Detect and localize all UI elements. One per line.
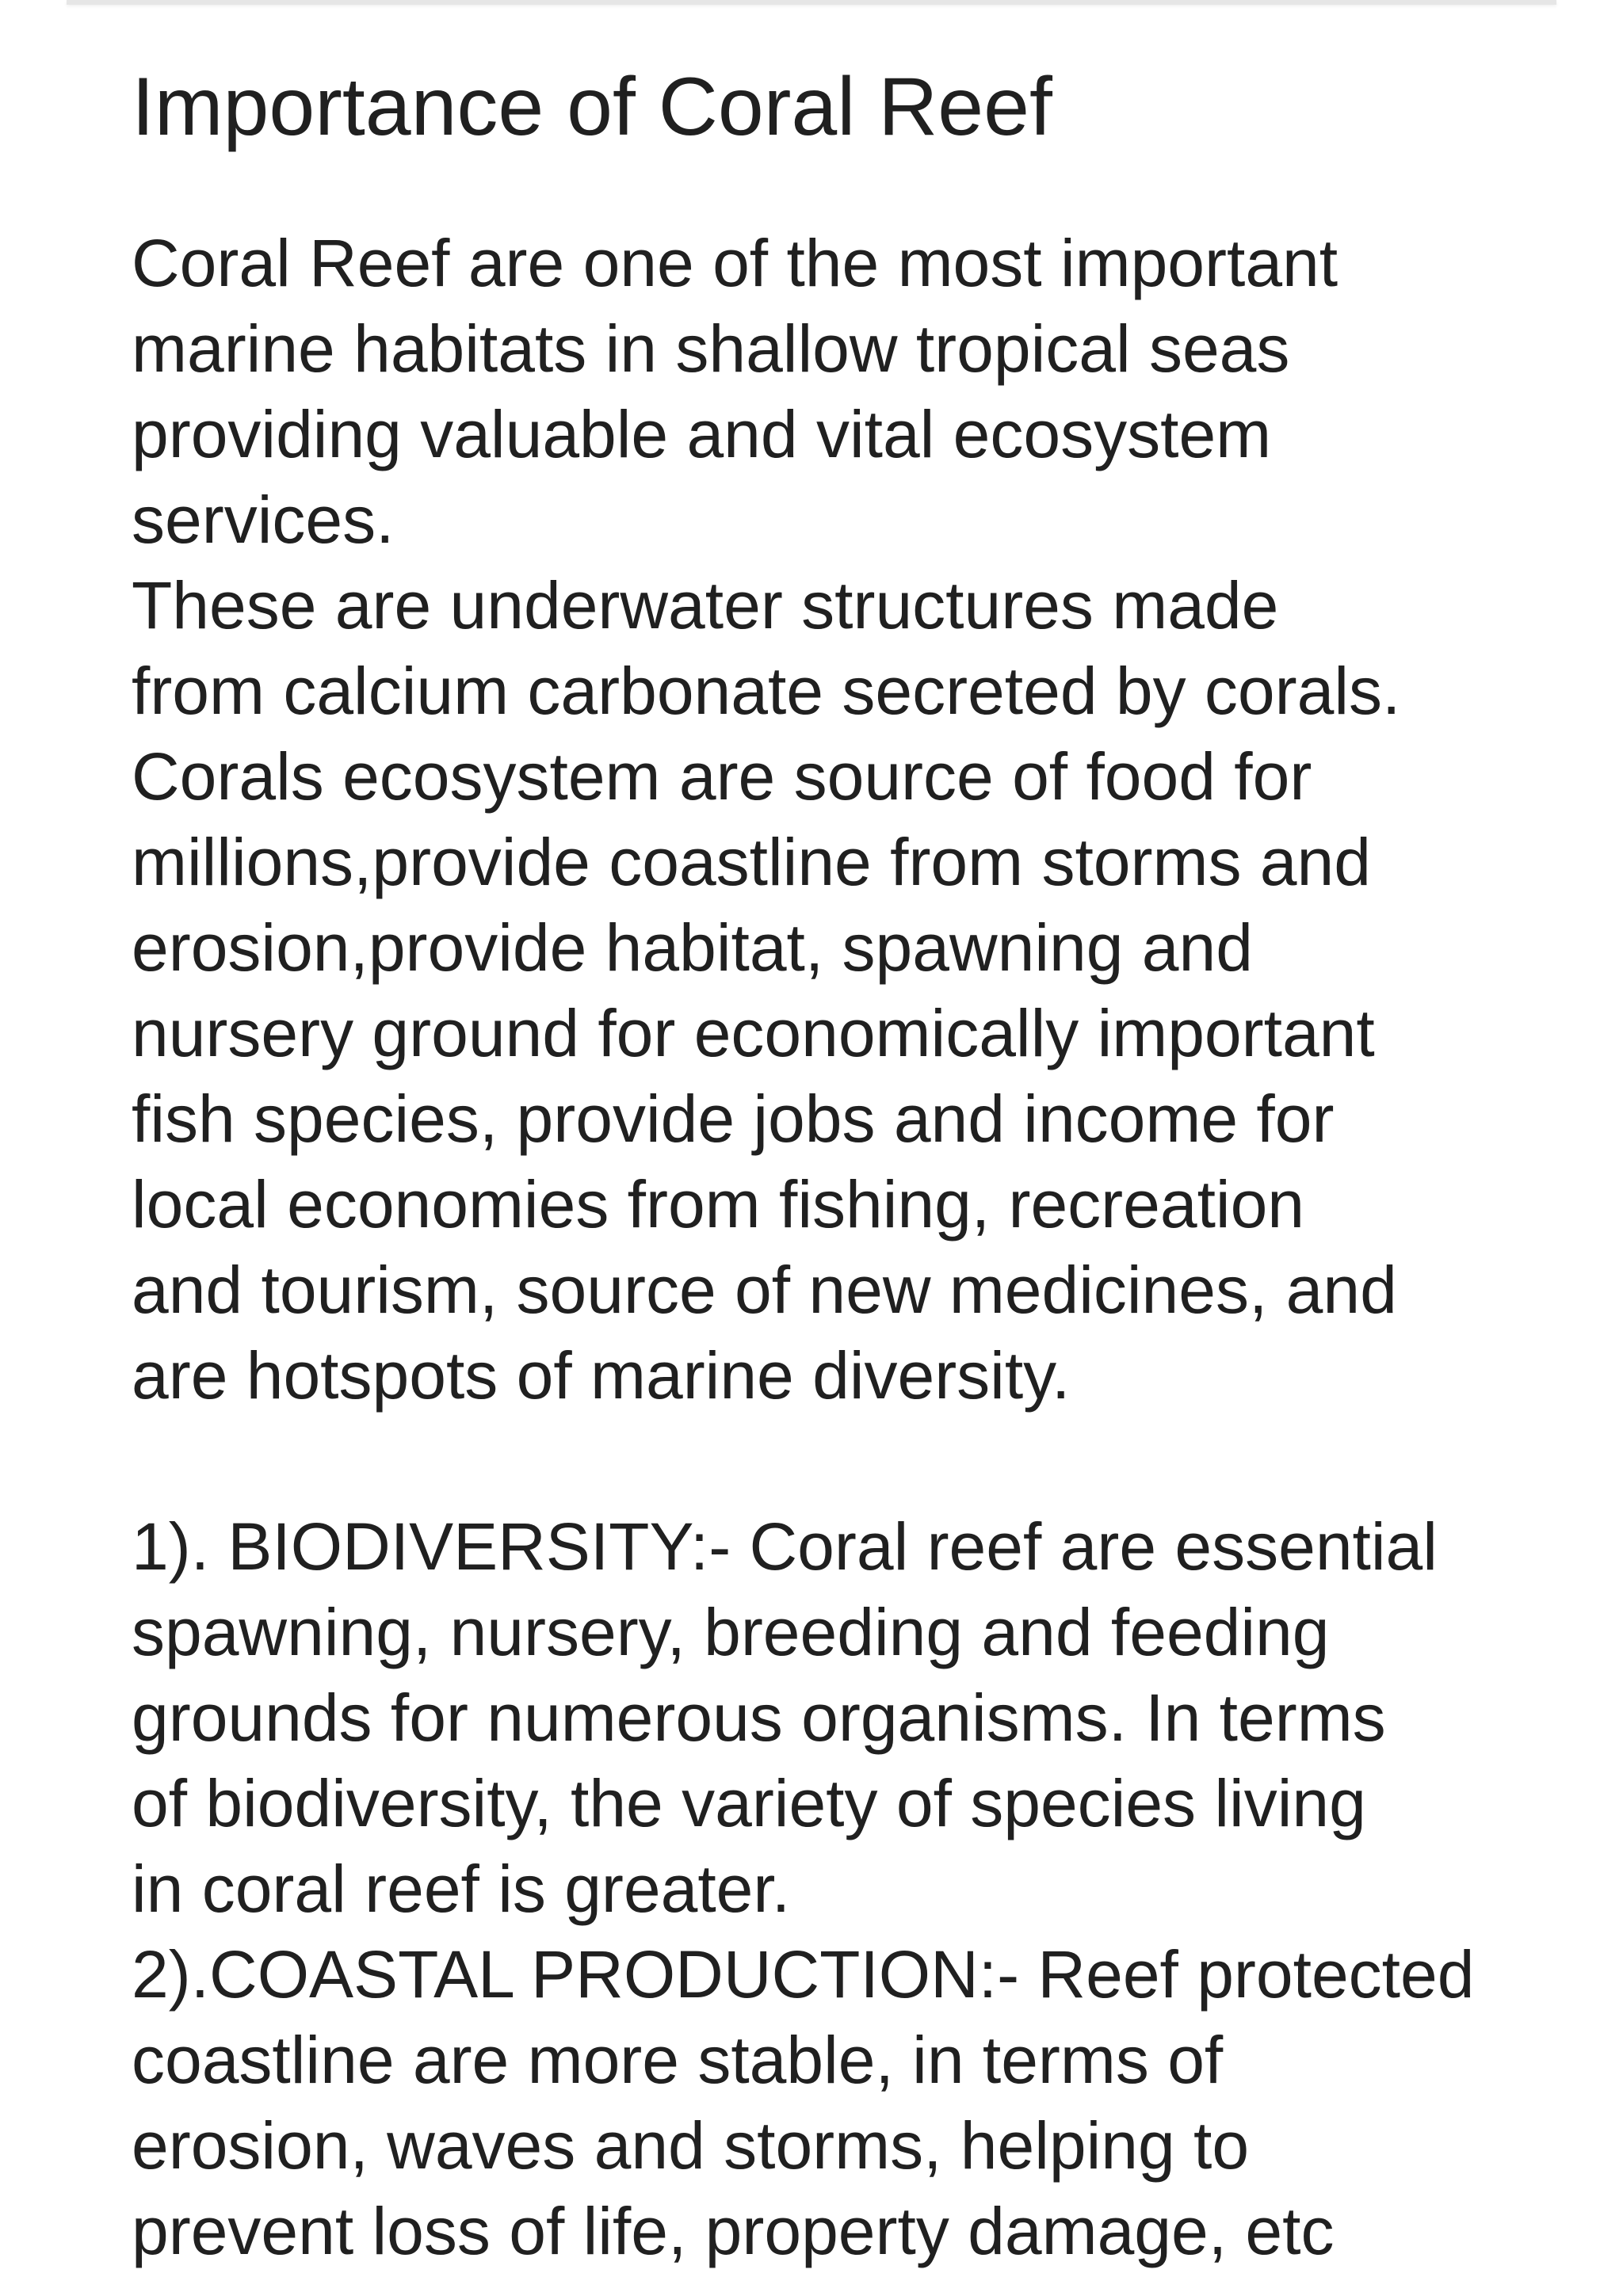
intro-line: Corals ecosystem are source of food for [132,739,1312,814]
top-divider [67,0,1556,5]
point-line: in coral reef is greater. [132,1852,791,1926]
intro-line: from calcium carbonate secreted by corals. [132,654,1401,728]
intro-line: fish species, provide jobs and income for [132,1081,1335,1156]
point-line: prevent loss of life, property damage, etc [132,2194,1335,2268]
intro-line: local economies from fishing, recreation [132,1167,1305,1241]
point-line: 2).COASTAL PRODUCTION:- Reef protected [132,1937,1475,2012]
intro-line: providing valuable and vital ecosystem [132,397,1272,471]
paragraph-gap [132,1418,1550,1504]
intro-line: Coral Reef are one of the most important [132,226,1338,300]
point-line: spawning, nursery, breeding and feeding [132,1595,1330,1669]
intro-line: and tourism, source of new medicines, and [132,1253,1397,1327]
intro-line: services. [132,482,395,557]
point-line: grounds for numerous organisms. In terms [132,1680,1386,1755]
intro-line: marine habitats in shallow tropical seas [132,311,1290,386]
point-line: coastline are more stable, in terms of [132,2023,1224,2097]
intro-line: nursery ground for economically important [132,996,1375,1070]
document-body [132,220,1550,2274]
document-content [132,55,1550,2274]
intro-line: are hotspots of marine diversity. [132,1338,1071,1413]
point-line: of biodiversity, the variety of species living [132,1766,1366,1840]
intro-line: millions,provide coastline from storms and [132,825,1371,899]
intro-line: erosion,provide habitat, spawning and [132,910,1253,985]
point-line: 1). BIODIVERSITY:- Coral reef are essential [132,1509,1438,1584]
intro-line: These are underwater structures made [132,568,1279,643]
page-title: Importance of Coral Reef [132,61,1052,153]
point-line: erosion, waves and storms, helping to [132,2108,1250,2183]
